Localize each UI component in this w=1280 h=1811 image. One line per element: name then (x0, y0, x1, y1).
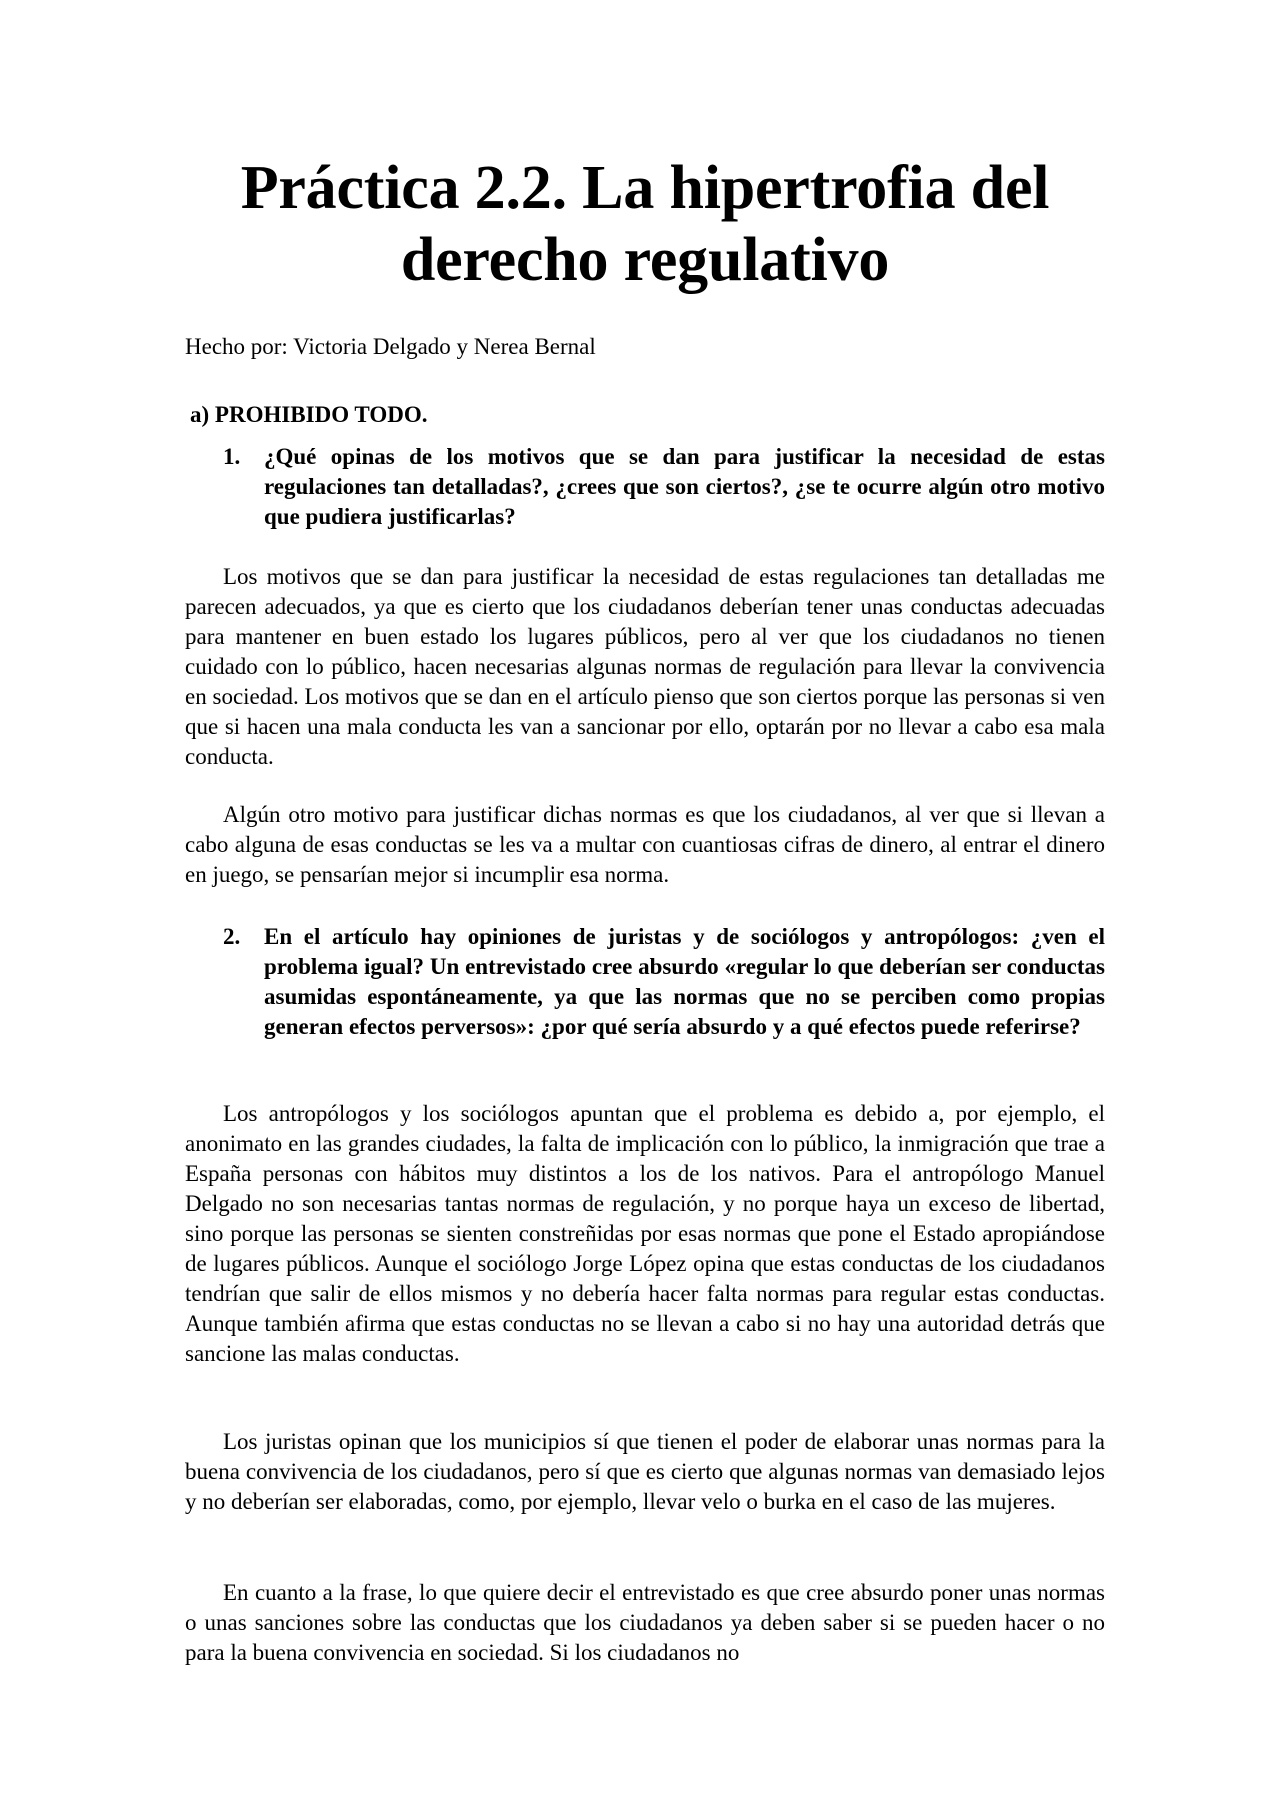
answer-paragraph: Los antropólogos y los sociólogos apuntan que el problema es debido a, por ejemplo, el anonimato en las grandes ciudades, la falta de implicación con lo público, la inmigración que trae a España personas con hábitos muy distintos a los de los nativos. Para el antropólogo Manuel Delgado no son necesarias tantas normas de regulación, y no porque haya un exceso de libertad, sino porque las personas se sienten constreñidas por esas normas que pone el Estado apropiándose de lugares públicos. Aunque el sociólogo Jorge López opina que estas conductas de los ciudadanos tendrían que salir de ellos mismos y no debería hacer falta normas para regular estas conductas. Aunque también afirma que estas conductas no se llevan a cabo si no hay una autoridad detrás que sancione las malas conductas. (185, 1101, 1105, 1366)
answer-paragraph: Los motivos que se dan para justificar la necesidad de estas regulaciones tan detalladas me parecen adecuados, ya que es cierto que los ciudadanos deberían tener unas conductas adecuadas para mantener en buen estado los lugares públicos, pero al ver que los ciudadanos no tienen cuidado con lo público, hacen necesarias algunas normas de regulación para llevar la convivencia en sociedad. Los motivos que se dan en el artículo pienso que son ciertos porque las personas si ven que si hacen una mala conducta les van a sancionar por ello, optarán por no llevar a cabo esa mala conducta. (185, 564, 1105, 769)
section-heading: a) PROHIBIDO TODO. (190, 402, 428, 427)
question-number: 2. (223, 924, 241, 949)
question-2 (185, 922, 1105, 1042)
author-line: Hecho por: Victoria Delgado y Nerea Bernal (185, 334, 596, 359)
document-title: Práctica 2.2. La hipertrofia del derecho regulativo (240, 154, 1050, 294)
answer-paragraph: Los juristas opinan que los municipios sí que tienen el poder de elaborar unas normas para la buena convivencia de los ciudadanos, pero sí que es cierto que algunas normas van demasiado lejos y no deberían ser elaboradas, como, por ejemplo, llevar velo o burka en el caso de las mujeres. (185, 1429, 1105, 1514)
question-text: ¿Qué opinas de los motivos que se dan para justificar la necesidad de estas regulaciones tan detalladas?, ¿crees que son ciertos?, ¿se te ocurre algún otro motivo que pudiera justificarlas? (264, 444, 1105, 529)
answer-paragraph: En cuanto a la frase, lo que quiere decir el entrevistado es que cree absurdo poner unas normas o unas sanciones sobre las conductas que los ciudadanos ya deben saber si se pueden hacer o no para la buena convivencia en sociedad. Si los ciudadanos no (185, 1580, 1105, 1665)
question-text: En el artículo hay opiniones de juristas y de sociólogos y antropólogos: ¿ven el problema igual? Un entrevistado cree absurdo «regular lo que deberían ser conductas asumidas espontáneamente, ya que las normas que no se perciben como propias generan efectos perversos»: ¿por qué sería absurdo y a qué efectos puede referirse? (264, 924, 1105, 1039)
answer-paragraph: Algún otro motivo para justificar dichas normas es que los ciudadanos, al ver que si llevan a cabo alguna de esas conductas se les va a multar con cuantiosas cifras de dinero, al entrar el dinero en juego, se pensarían mejor si incumplir esa norma. (185, 802, 1105, 887)
question-1 (185, 442, 1105, 532)
question-number: 1. (223, 444, 241, 469)
